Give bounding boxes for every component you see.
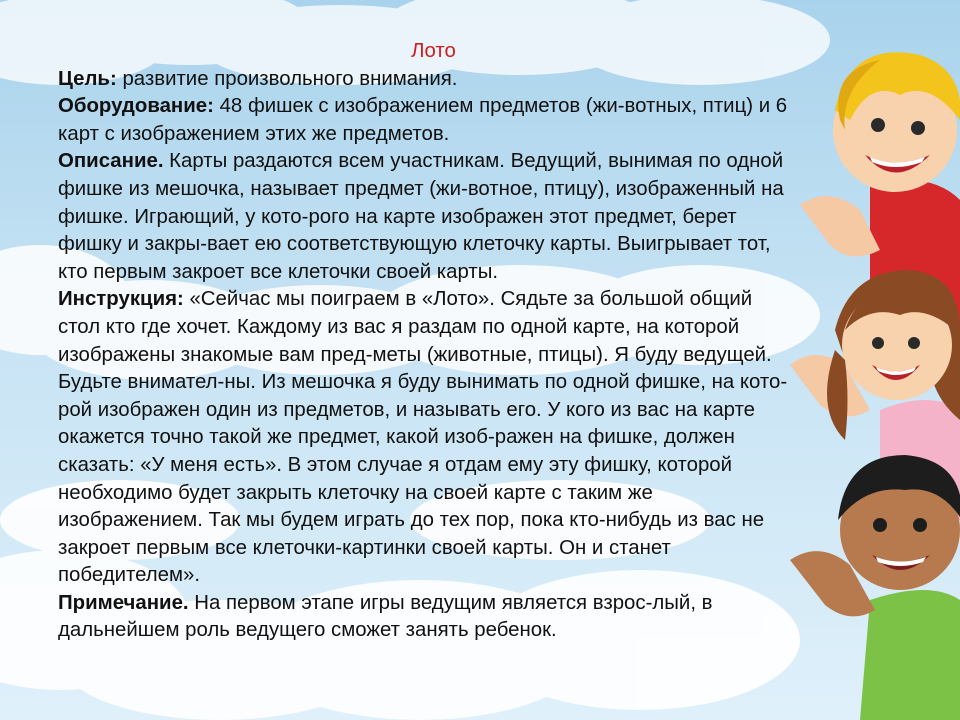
document-body [58, 38, 793, 645]
instruction-text: «Сейчас мы поиграем в «Лото». Сядьте за большой общий стол кто где хочет. Каждому из вас я раздам по одной карте, на которой изображены знакомые вам пред-меты (животные, птицы). Я буду ведущей. Будьте внимател-ны. Из мешочка я буду вынимать по одной фишке, на кото-рой изображен один из предметов, и называть его. У кого из вас на карте окажется точно такой же предмет, какой изоб-ражен на фишке, должен сказать: «У меня есть». В этом случае я отдам ему эту фишку, которой необходимо будет закрыть клеточку на своей карте с таким же изображением. Так мы будем играть до тех пор, пока кто-нибудь из вас не закроет первым все клеточки-картинки своей карты. Он и станет победителем». [58, 288, 788, 587]
page-title: Лото [411, 40, 456, 62]
note-text: На первом этапе игры ведущим является взрос-лый, в дальнейшем роль ведущего сможет занять ребенок. [58, 591, 713, 642]
equipment-term: Оборудование: [58, 95, 214, 118]
description-paragraph [58, 148, 793, 286]
instruction-term: Инструкция: [58, 288, 184, 311]
note-paragraph [58, 590, 793, 645]
description-text: Карты раздаются всем участникам. Ведущий, вынимая по одной фишке из мешочка, называет предмет (жи-вотное, птицу), изображенный на фишке. Играющий, у кото-рого на карте изображен этот предмет, берет фишку и закры-вает ею соответствующую клеточку карты. Выигрывает тот, кто первым закроет все клеточки своей карты. [58, 150, 784, 283]
description-term: Описание. [58, 150, 164, 173]
note-term: Примечание. [58, 591, 189, 614]
instruction-paragraph [58, 286, 793, 590]
equipment-text: 48 фишек с изображением предметов (жи-вотных, птиц) и 6 карт с изображением этих же предметов. [58, 95, 788, 145]
dark-haired-boy-figure [790, 455, 960, 720]
goal-paragraph [58, 66, 793, 94]
goal-term: Цель: [58, 67, 117, 90]
goal-text: развитие произвольного внимания. [122, 67, 458, 90]
equipment-paragraph [58, 93, 793, 148]
